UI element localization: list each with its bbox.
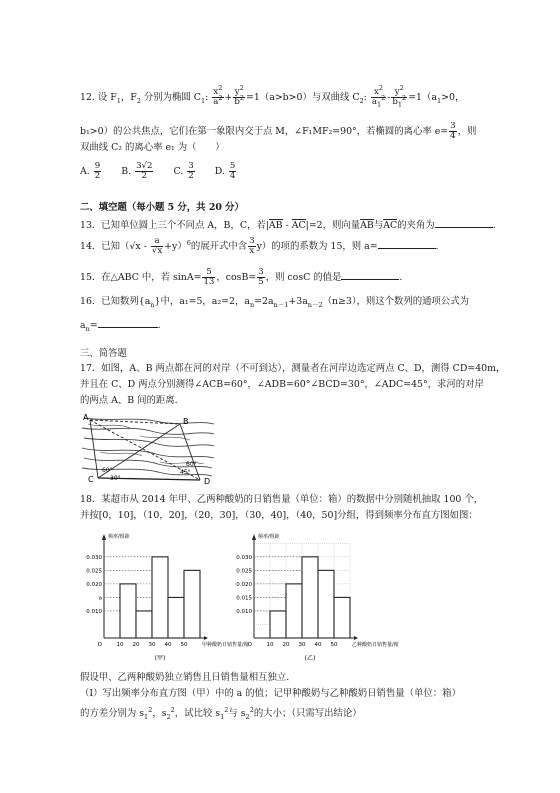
section-3-heading: 三、简答题 — [80, 348, 127, 359]
ellipse-y-term: $\frac{y^2}{b^2}$ — [234, 84, 245, 107]
q12-line3: 双曲线 C₂ 的离心率 e₁ 为（ ） — [80, 142, 225, 153]
fig-angle-45: 45° — [180, 469, 191, 476]
y-axis-arrow — [102, 534, 106, 540]
fig-label-d: D — [204, 477, 211, 486]
bar — [286, 584, 302, 638]
q15-answer-blank — [341, 270, 399, 280]
chart-title: (甲) — [154, 655, 166, 662]
q15: 15．在△ABC 中，若 sinA= $\frac{5}{13}$ ，cosB= $\frac{3}{5}$ ，则 cosC 的值是 . — [80, 267, 403, 287]
q12-line2: b₁>0）的公共焦点，它们在第一象限内交于点 M，∠F₁MF₂=90°，若椭圆的离心率 e= $\frac{3}{4}$ ，则 — [80, 121, 477, 141]
q17-line3: 的两点 A、B 间的距离. — [80, 395, 178, 406]
x-tick-label: 10 — [266, 642, 274, 648]
bar — [184, 570, 200, 638]
hyper-y-term: $\frac{y^2}{b_1^2}$ — [392, 84, 407, 109]
fig-angle-60: 60° — [102, 467, 113, 474]
x-tick-label: 40 — [164, 642, 172, 648]
x-tick-label: 20 — [132, 642, 140, 648]
q12-option-d: D. $\frac{5}{4}$ — [214, 161, 236, 181]
histogram-yi — [222, 528, 417, 668]
y-tick-label: 0.015 — [236, 595, 252, 602]
y-tick-label: 0.025 — [236, 568, 252, 575]
q12-option-a: A. $\frac{9}{2}$ — [80, 161, 101, 181]
q17-line1: 17．如图，A、B 两点都在河的对岸（不可到达），测量者在河岸边选定两点 C、D，测得 CD=40m， — [80, 363, 506, 374]
fig-angle-60b: 60° — [186, 461, 197, 468]
y-tick-label: 0.010 — [236, 608, 252, 615]
y-tick-label: 0.030 — [86, 554, 102, 561]
y-axis-label: 频率/组距 — [108, 534, 130, 540]
fig-label-a: A — [83, 413, 89, 422]
x-tick-label: 50 — [180, 642, 188, 648]
river-figure — [80, 408, 216, 486]
bar — [120, 584, 136, 638]
bar — [152, 557, 168, 638]
q12-options — [80, 162, 253, 181]
bar — [270, 611, 286, 638]
q17-line2: 并且在 C、D 两点分别测得∠ACB=60°，∠ADB=60°∠BCD=30°，∠ADC=45°，求河的对岸 — [80, 379, 484, 390]
x-axis-arrow — [204, 636, 208, 640]
bar — [318, 570, 334, 638]
q16-line1: 16．已知数列$\{a_n\}$中，a₁=5，a₂=2，$a_n=2a_{n-1}+3a_{n-2}(n\ge 3)$，则这个数列的通项公式为 — [80, 296, 470, 309]
x-origin-label: O — [97, 642, 102, 648]
fig-angle-30: 30° — [110, 475, 121, 482]
y-tick-label: 0.010 — [86, 608, 102, 615]
x-axis-arrow — [354, 636, 358, 640]
q16-answer-blank — [98, 318, 158, 328]
x-tick-label: 40 — [314, 642, 322, 648]
x-tick-label: 30 — [148, 642, 156, 648]
section-2-heading: 二、填空题（每小题 5 分，共 20 分） — [80, 202, 244, 213]
fig-label-c: C — [88, 475, 94, 484]
q14: 14．已知（√x - $\frac{a}{√x}$ +y）$^6$的展开式中含 $\frac{3}{x}$ y）的项的系数为 15，则 a= . — [80, 236, 439, 256]
bar — [168, 597, 184, 638]
q16-line2: $a_n=$ . — [80, 320, 161, 333]
q12-option-b: B. $\frac{3√2}{2}$ — [121, 161, 153, 181]
chart-title: (乙) — [304, 655, 316, 662]
q18-line4: （Ⅰ）写出频率分布直方图（甲）中的 a 的值；记甲种酸奶与乙种酸奶日销售量（单位：箱） — [80, 688, 461, 699]
y-axis-label: 频率/组距 — [258, 534, 280, 540]
fig-label-b: B — [183, 417, 189, 426]
x-tick-label: 10 — [116, 642, 124, 648]
x-tick-label: 50 — [330, 642, 338, 648]
bar — [302, 557, 318, 638]
q18-line3: 假设甲、乙两种酸奶独立销售且日销售量相互独立. — [80, 672, 290, 683]
q13: 13．已知单位圆上三个不同点 A，B，C，若|AB - AC|=2，则向量AB与AC的夹角为 . — [80, 220, 496, 231]
y-tick-label: a — [98, 595, 102, 602]
ellipse-x-term: $\frac{x^2}{a^2}$ — [213, 84, 223, 107]
y-tick-label: 0.020 — [236, 581, 252, 588]
q18-line5: 的方差分别为 $s_1^2$，$s_2^2$，试比较 $s_1^2$与 $s_2^2$的大小；（只需写出结论） — [80, 705, 362, 721]
y-axis-arrow — [252, 534, 256, 540]
q13-answer-blank — [435, 218, 493, 228]
x-tick-label: 30 — [298, 642, 306, 648]
bar — [334, 597, 350, 638]
q12-option-c: C. $\frac{3}{2}$ — [173, 161, 194, 181]
y-tick-label: 0.030 — [236, 554, 252, 561]
bar — [136, 611, 152, 638]
q14-answer-blank — [378, 239, 436, 249]
hyper-x-term: $\frac{x^2}{a_1^2}$ — [371, 84, 386, 109]
x-axis-label: 甲种酸奶日销售量/箱 — [202, 642, 249, 648]
x-axis-label: 乙种酸奶日销售量/箱 — [352, 642, 399, 648]
q12-line1: 12. 设 $F_1$，$F_2$ 分别为椭圆 $C_1$: $\frac{x^2}{a^2}$ + $\frac{y^2}{b^2}$ =1（a>b>0）与双曲线 $C_2$: $\frac{x^2}{a_1^2}$ - $\frac{y^2}{b_1^2}$ $=1(a_1>0$， — [80, 84, 465, 109]
y-tick-label: 0.025 — [86, 568, 102, 575]
q18-line1: 18．某超市从 2014 年甲、乙两种酸奶的日销售量（单位：箱）的数据中分别随机抽取 100 个， — [80, 494, 484, 505]
y-tick-label: 0.020 — [86, 581, 102, 588]
x-origin-label: O — [247, 642, 252, 648]
q18-line2: 并按[0，10]，（10，20]，（20，30]，（30，40]，（40，50]分组，得到频率分布直方图如图： — [80, 510, 478, 521]
x-tick-label: 20 — [282, 642, 290, 648]
